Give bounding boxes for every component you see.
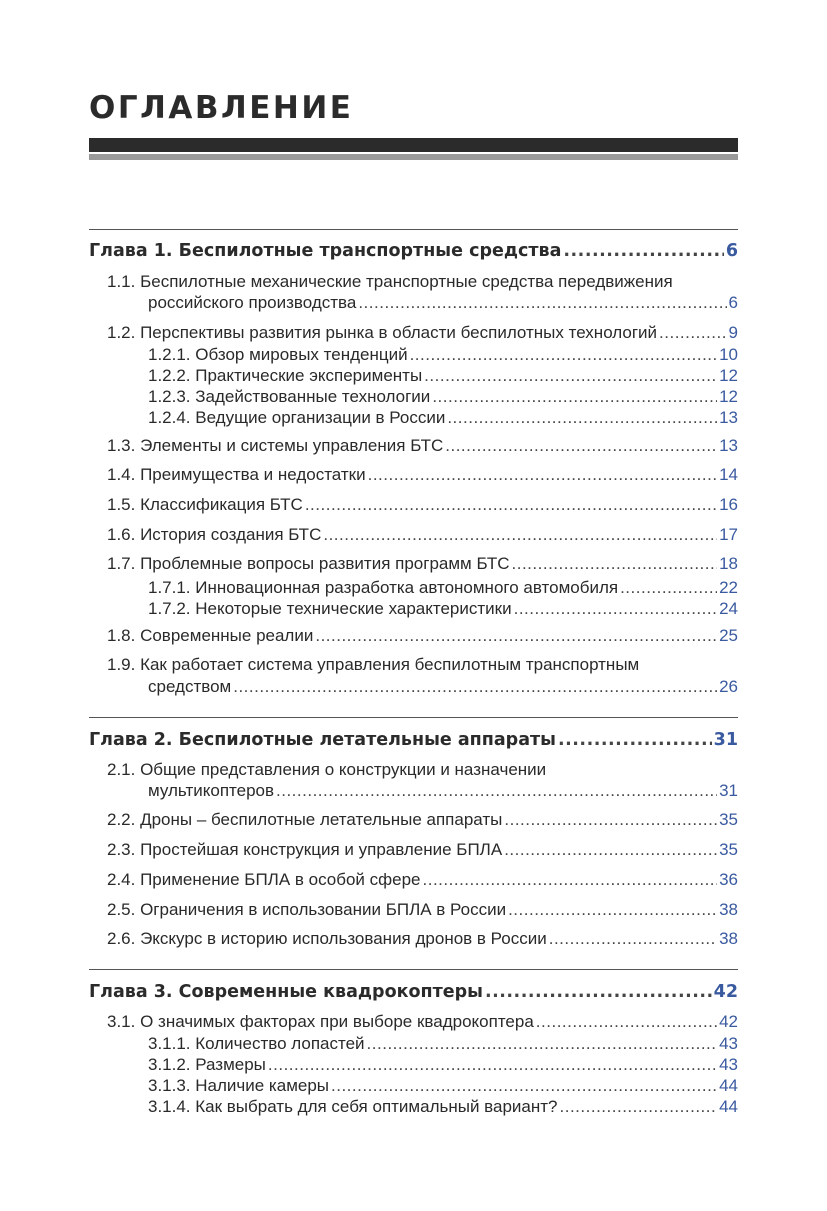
toc-title: 1.8. Современные реалии	[107, 626, 314, 645]
toc-title: 1.2.1. Обзор мировых тенденций	[148, 345, 408, 364]
toc-title: 1.4. Преимущества и недостатки	[107, 465, 366, 484]
page-title: ОГЛАВЛЕНИЕ	[89, 90, 354, 126]
toc-entry-2-1-line1[interactable]: 2.1. Общие представления о конструкции и назначении	[107, 760, 547, 779]
toc-entry-1-8[interactable]	[107, 626, 738, 646]
toc-page: 25	[719, 626, 738, 645]
chapter-divider	[89, 717, 738, 718]
toc-entry-1-9[interactable]	[148, 677, 738, 697]
toc-chapter-3[interactable]	[89, 982, 738, 1002]
toc-title: средством	[148, 677, 232, 696]
toc-entry-3-1-3[interactable]	[148, 1076, 738, 1096]
toc-entry-1-3[interactable]	[107, 436, 738, 456]
toc-page: 44	[719, 1076, 738, 1095]
toc-entry-1-2-3[interactable]	[148, 387, 738, 407]
toc-page: 16	[719, 495, 738, 514]
title-underline-light	[89, 154, 738, 160]
toc-page: 6	[725, 241, 738, 261]
toc-chapter-1[interactable]	[89, 241, 738, 261]
toc-title: Глава 2. Беспилотные летательные аппараты	[89, 730, 556, 750]
toc-page: 12	[719, 366, 738, 385]
toc-entry-1-2-1[interactable]	[148, 345, 738, 365]
toc-page: 31	[719, 781, 738, 800]
toc-page: 18	[719, 554, 738, 573]
toc-title: 3.1. О значимых факторах при выборе квадрокоптера	[107, 1012, 534, 1031]
toc-entry-3-1-1[interactable]	[148, 1034, 738, 1054]
toc-title: 2.4. Применение БПЛА в особой сфере	[107, 870, 421, 889]
toc-page: 38	[719, 900, 738, 919]
toc-page: 42	[713, 982, 738, 1002]
toc-entry-2-1[interactable]	[148, 781, 738, 801]
toc-title: 1.5. Классификация БТС	[107, 495, 303, 514]
toc-page: 43	[719, 1055, 738, 1074]
toc-entry-3-1[interactable]	[107, 1012, 738, 1032]
toc-entry-1-9-line1[interactable]: 1.9. Как работает система управления беспилотным транспортным	[107, 655, 640, 674]
toc-page: 24	[719, 599, 738, 618]
toc-entry-3-1-4[interactable]	[148, 1097, 738, 1117]
toc-entry-3-1-2[interactable]	[148, 1055, 738, 1075]
toc-title: Глава 3. Современные квадрокоптеры	[89, 982, 483, 1002]
toc-title: 1.3. Элементы и системы управления БТС	[107, 436, 444, 455]
toc-title: 2.6. Экскурс в историю использования дронов в России	[107, 929, 547, 948]
toc-page: 22	[719, 578, 738, 597]
toc-page: 12	[719, 387, 738, 406]
toc-entry-2-3[interactable]	[107, 840, 738, 860]
toc-entry-2-4[interactable]	[107, 870, 738, 890]
toc-page: 35	[719, 810, 738, 829]
toc-entry-1-5[interactable]	[107, 495, 738, 515]
toc-page: 42	[719, 1012, 738, 1031]
title-underline-dark	[89, 138, 738, 152]
toc-title: 1.7. Проблемные вопросы развития программ БТС	[107, 554, 510, 573]
toc-title: мультикоптеров	[148, 781, 275, 800]
chapter-divider	[89, 229, 738, 230]
toc-title: Глава 1. Беспилотные транспортные средства	[89, 241, 562, 261]
toc-entry-2-5[interactable]	[107, 900, 738, 920]
toc-title: 3.1.3. Наличие камеры	[148, 1076, 330, 1095]
toc-page: 43	[719, 1034, 738, 1053]
toc-title: 2.3. Простейшая конструкция и управление БПЛА	[107, 840, 503, 859]
toc-page: 13	[719, 436, 738, 455]
toc-chapter-2[interactable]	[89, 730, 738, 750]
toc-entry-1-7-1[interactable]	[148, 578, 738, 598]
toc-title: 1.7.2. Некоторые технические характеристики	[148, 599, 512, 618]
toc-entry-1-4[interactable]	[107, 465, 738, 485]
toc-entry-1-7[interactable]	[107, 554, 738, 574]
toc-title: 1.7.1. Инновационная разработка автономного автомобиля	[148, 578, 619, 597]
toc-title: 2.5. Ограничения в использовании БПЛА в России	[107, 900, 507, 919]
toc-page: 17	[719, 525, 738, 544]
toc-title: российского производства	[148, 293, 357, 312]
toc-page: 9	[728, 323, 738, 342]
toc-page: 13	[719, 408, 738, 427]
toc-entry-1-1[interactable]	[148, 293, 738, 313]
toc-entry-1-2[interactable]	[107, 323, 738, 343]
toc-page: 38	[719, 929, 738, 948]
toc-page: 14	[719, 465, 738, 484]
toc-title: 1.6. История создания БТС	[107, 525, 322, 544]
toc-title: 1.2.2. Практические эксперименты	[148, 366, 423, 385]
toc-page: 31	[713, 730, 738, 750]
toc-page: 44	[719, 1097, 738, 1116]
toc-title: 3.1.1. Количество лопастей	[148, 1034, 365, 1053]
toc-entry-2-2[interactable]	[107, 810, 738, 830]
toc-entry-2-6[interactable]	[107, 929, 738, 949]
toc-entry-1-6[interactable]	[107, 525, 738, 545]
chapter-divider	[89, 969, 738, 970]
toc-title: 2.2. Дроны – беспилотные летательные аппараты	[107, 810, 503, 829]
toc-title: 3.1.4. Как выбрать для себя оптимальный вариант?	[148, 1097, 558, 1116]
toc-page: 10	[719, 345, 738, 364]
toc-title: 3.1.2. Размеры	[148, 1055, 266, 1074]
toc-entry-1-1-line1[interactable]: 1.1. Беспилотные механические транспортные средства передвижения	[107, 272, 673, 291]
toc-title: 1.2.4. Ведущие организации в России	[148, 408, 446, 427]
toc-title: 1.2.3. Задействованные технологии	[148, 387, 431, 406]
toc-entry-1-7-2[interactable]	[148, 599, 738, 619]
toc-title: 1.2. Перспективы развития рынка в области беспилотных технологий	[107, 323, 658, 342]
toc-page: 35	[719, 840, 738, 859]
toc-entry-1-2-2[interactable]	[148, 366, 738, 386]
toc-page: 36	[719, 870, 738, 889]
toc-page: 6	[728, 293, 738, 312]
toc-page: 26	[719, 677, 738, 696]
toc-entry-1-2-4[interactable]	[148, 408, 738, 428]
